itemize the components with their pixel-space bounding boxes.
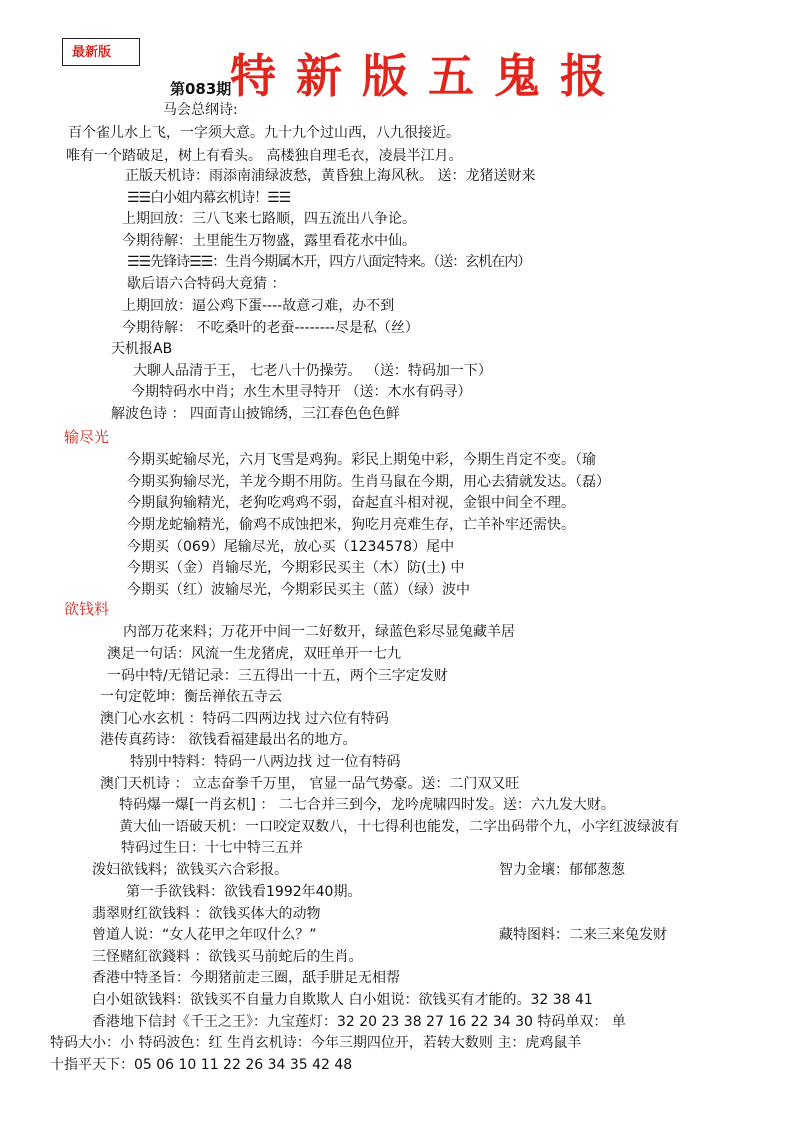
text-line: 泼妇欲钱料；欲钱买六合彩报。: [92, 862, 288, 878]
text-line: 今期待解： 不吃桑叶的老蚕--------尽是私（丝）: [122, 320, 419, 336]
text-line: 曾道人说：“女人花甲之年叹什么？”: [92, 927, 317, 943]
text-line: 今期鼠狗输精光，老狗吃鸡鸡不弱，奋起直斗相对视，金银中间全不理。: [127, 495, 575, 511]
text-line: 天机报AB: [111, 341, 173, 357]
text-line: 特码大小：小 特码波色：红 生肖玄机诗：今年三期四位开，若转大数则 主：虎鸡鼠羊: [50, 1035, 582, 1051]
text-line: 内部万花来料；万花开中间一二好数开，绿蓝色彩尽显兔藏羊居: [123, 624, 515, 640]
text-line: 今期买（金）肖输尽光，今期彩民买主（木）防(土) 中: [127, 560, 465, 576]
text-line: 智力金壤：郁郁葱葱: [499, 862, 625, 878]
text-line: ☰☰白小姐内幕玄机诗！☰☰: [127, 190, 291, 206]
text-line: 马会总纲诗:: [163, 102, 238, 118]
text-line: 特别中特料：特码一八两边找 过一位有特码: [130, 754, 401, 770]
text-line: 澳门天机诗 ： 立志奋拳千万里， 官显一品气势豪。送：二门双又旺: [100, 776, 520, 792]
issue-number: 第083期: [170, 80, 232, 98]
text-line: 正版天机诗：雨添南浦绿波愁，黄昏独上海风秋。 送：龙猪送财来: [125, 168, 536, 184]
text-line: 上期回放：逼公鸡下蛋----故意刁难，办不到: [122, 298, 395, 314]
text-line: 十指平天下：05 06 10 11 22 26 34 35 42 48: [50, 1057, 353, 1073]
text-line: 今期买（红）波输尽光，今期彩民买主（蓝）（绿）波中: [127, 582, 470, 598]
text-line: 上期回放：三八飞来七路顺，四五流出八争论。: [122, 211, 416, 227]
text-line: 今期特码水中肖；水生木里寻特开 （送：木水有码寻）: [131, 384, 472, 400]
text-line: 特码过生日：十七中特三五并: [121, 840, 303, 856]
section-heading: 输尽光: [64, 428, 110, 446]
text-line: 翡翠财红欲钱料 ：欲钱买体大的动物: [92, 906, 321, 922]
text-line: 大聊人品清于王， 七老八十仍操劳。 （送：特码加一下）: [133, 363, 492, 379]
text-line: 香港地下信封《千王之王》：九宝莲灯：32 20 23 38 27 16 22 34 30 特码单双： 单: [92, 1014, 626, 1030]
text-line: 香港中特圣旨：今期猪前走三圈，舐手肼足无相帮: [92, 970, 400, 986]
text-line: 澳足一句话：风流一生龙猪虎，双旺单开一七九: [107, 646, 401, 662]
text-line: 今期买（069）尾输尽光，放心买（1234578）尾中: [127, 539, 455, 555]
text-line: 解波色诗 ： 四面青山披锦绣，三江春色色色鲜: [111, 406, 400, 422]
text-line: 一句定乾坤：衡岳禅依五寺云: [100, 689, 282, 705]
text-line: 今期待解：土里能生万物盛，露里看花水中仙。: [122, 233, 416, 249]
text-line: 黄大仙一语破天机：一口咬定双数八，十七得利也能发，二字出码带个九，小字红波绿波有: [119, 819, 679, 835]
text-line: 一码中特/无错记录：三五得出一十五，两个三字定发财: [107, 668, 448, 684]
latest-edition-badge: 最新版: [62, 38, 140, 66]
text-line: 澳门心水玄机 ：特码二四两边找 过六位有特码: [100, 711, 389, 727]
text-line: 百个雀儿水上飞，一字须大意。九十九个过山西，八九很接近。: [68, 125, 460, 141]
text-line: 白小姐欲钱料：欲钱买不自量力自欺欺人 白小姐说：欲钱买有才能的。32 38 41: [92, 992, 593, 1008]
text-line: 唯有一个踏破足，树上有看头。 高楼独自理毛衣，凌晨半江月。: [66, 148, 463, 164]
text-line: 今期龙蛇输精光，偷鸡不成蚀把米，狗吃月亮难生存，亡羊补牢还需快。: [127, 517, 575, 533]
text-line: 藏特图料：二来三来兔发财: [499, 927, 667, 943]
text-line: 港传真药诗： 欲钱看福建最出名的地方。: [100, 732, 357, 748]
text-line: ☰☰先锋诗☰☰：生肖今期属木开，四方八面定特来。（送：玄机在内）: [127, 254, 531, 270]
text-line: 第一手欲钱料：欲钱看1992年40期。: [126, 884, 362, 900]
page-title: 特新版五鬼报: [230, 49, 626, 103]
section-heading: 欲钱料: [64, 600, 110, 618]
text-line: 特码爆一爆[一肖玄机] ： 二七合并三到今，龙吟虎啸四时发。送：六九发大财。: [119, 797, 615, 813]
text-line: 三怪赌紅欲錢料 ：欲钱买马前蛇后的生肖。: [92, 949, 363, 965]
text-line: 今期买蛇输尽光，六月飞雪是鸡狗。彩民上期兔中彩，今期生肖定不变。（瑜: [127, 452, 596, 468]
text-line: 歇后语六合特码大竟猜 ：: [127, 276, 286, 292]
text-line: 今期买狗输尽光，羊龙今期不用防。生肖马鼠在今期，用心去猜就发达。（磊）: [127, 474, 610, 490]
